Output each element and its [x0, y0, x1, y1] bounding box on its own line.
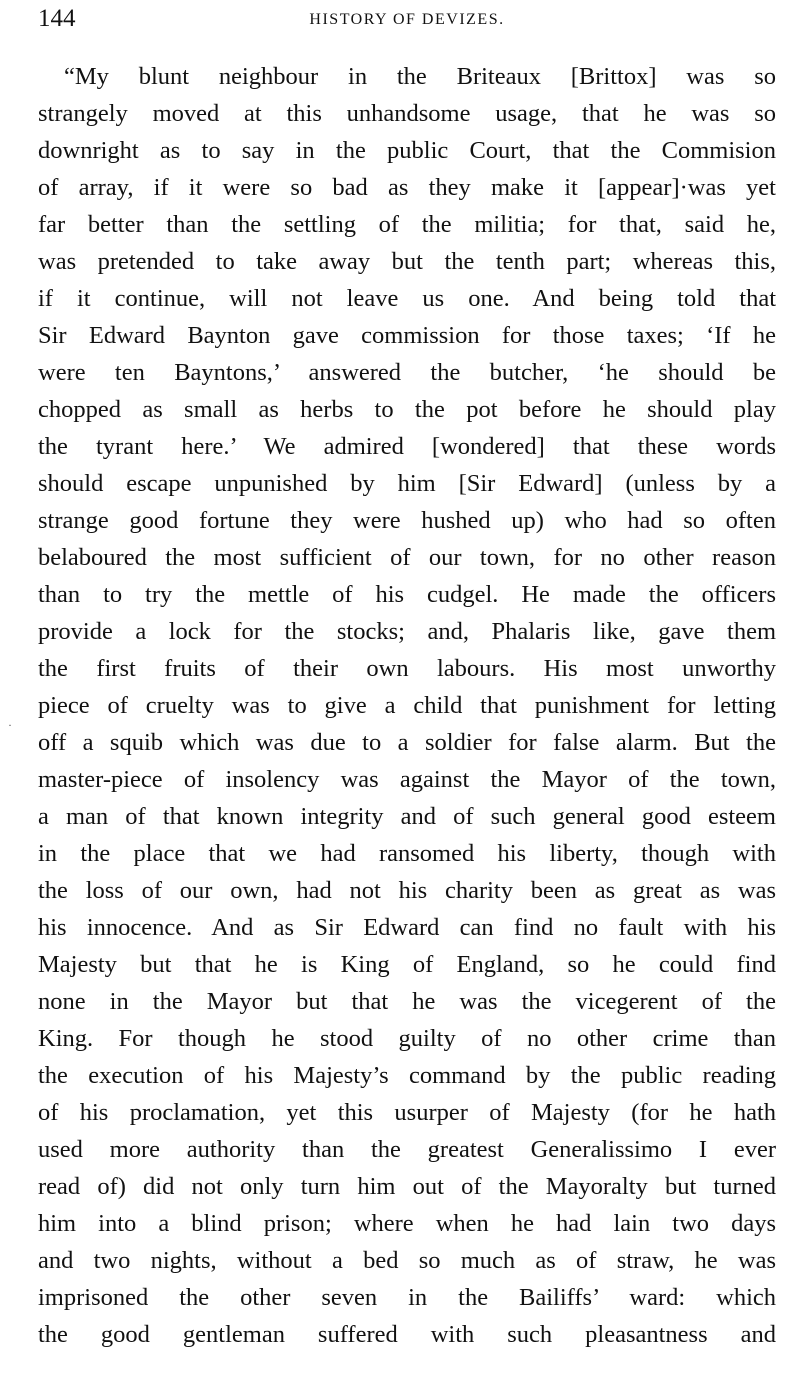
- text-line: far better than the settling of the militia; for that, said he,: [38, 211, 776, 238]
- text-line: than to try the mettle of his cudgel. He made the officers: [38, 581, 776, 608]
- text-line: Sir Edward Baynton gave commission for those taxes; ‘If he: [38, 322, 776, 349]
- text-line: in the place that we had ransomed his liberty, though with: [38, 840, 776, 867]
- text-line: none in the Mayor but that he was the vicegerent of the: [38, 988, 776, 1015]
- text-line: belaboured the most sufficient of our town, for no other reason: [38, 544, 776, 571]
- text-line: of array, if it were so bad as they make it [appear]·was yet: [38, 174, 776, 201]
- text-line: of his proclamation, yet this usurper of Majesty (for he hath: [38, 1099, 776, 1126]
- text-line: chopped as small as herbs to the pot before he should play: [38, 396, 776, 423]
- text-line: used more authority than the greatest Generalissimo I ever: [38, 1136, 776, 1163]
- text-line: should escape unpunished by him [Sir Edward] (unless by a: [38, 470, 776, 497]
- margin-speck: ·: [8, 718, 12, 732]
- text-line: imprisoned the other seven in the Bailiffs’ ward: which: [38, 1284, 776, 1311]
- text-line: off a squib which was due to a soldier for false alarm. But the: [38, 729, 776, 756]
- text-line: the execution of his Majesty’s command by the public reading: [38, 1062, 776, 1089]
- text-line: downright as to say in the public Court, that the Commision: [38, 137, 776, 164]
- text-line: the first fruits of their own labours. His most unworthy: [38, 655, 776, 682]
- text-line: strangely moved at this unhandsome usage, that he was so: [38, 100, 776, 127]
- text-line: strange good fortune they were hushed up) who had so often: [38, 507, 776, 534]
- text-line: were ten Bayntons,’ answered the butcher, ‘he should be: [38, 359, 776, 386]
- text-line: “My blunt neighbour in the Briteaux [Brittox] was so: [64, 63, 776, 90]
- text-line: a man of that known integrity and of such general good esteem: [38, 803, 776, 830]
- text-line: if it continue, will not leave us one. And being told that: [38, 285, 776, 312]
- text-line: master-piece of insolency was against the Mayor of the town,: [38, 766, 776, 793]
- text-line: the loss of our own, had not his charity been as great as was: [38, 877, 776, 904]
- body-text: [38, 58, 776, 1353]
- running-title: HISTORY OF DEVIZES.: [309, 11, 505, 28]
- text-line: Majesty but that he is King of England, so he could find: [38, 951, 776, 978]
- text-line: the good gentleman suffered with such pleasantness and: [38, 1321, 776, 1348]
- text-line: King. For though he stood guilty of no other crime than: [38, 1025, 776, 1052]
- text-line: provide a lock for the stocks; and, Phalaris like, gave them: [38, 618, 776, 645]
- text-line: the tyrant here.’ We admired [wondered] that these words: [38, 433, 776, 460]
- text-line: piece of cruelty was to give a child that punishment for letting: [38, 692, 776, 719]
- text-line: was pretended to take away but the tenth part; whereas this,: [38, 248, 776, 275]
- page-number: 144: [38, 5, 76, 32]
- text-line: read of) did not only turn him out of the Mayoralty but turned: [38, 1173, 776, 1200]
- text-line: him into a blind prison; where when he had lain two days: [38, 1210, 776, 1237]
- text-line: his innocence. And as Sir Edward can find no fault with his: [38, 914, 776, 941]
- text-line: and two nights, without a bed so much as of straw, he was: [38, 1247, 776, 1274]
- running-head: [38, 4, 776, 34]
